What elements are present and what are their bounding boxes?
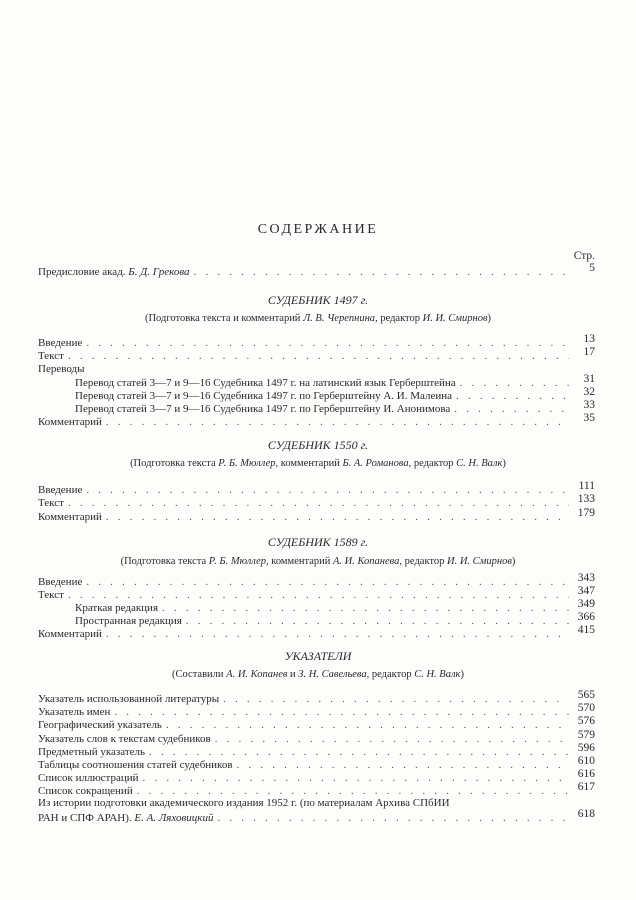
- page-number: 565: [577, 689, 595, 701]
- author-name: Б. Д. Грекова: [128, 266, 190, 278]
- page-number: 579: [577, 729, 595, 741]
- author-name: А. И. Копанева: [332, 556, 400, 567]
- subtitle-text: ): [487, 313, 492, 324]
- entry-label: [38, 719, 162, 731]
- dot-leader: [106, 628, 569, 640]
- toc-entry[interactable]: [38, 414, 595, 428]
- page-number: 347: [577, 585, 595, 597]
- entry-label: [38, 812, 213, 824]
- toc-entry[interactable]: [75, 613, 595, 627]
- dot-leader: [137, 785, 569, 797]
- page-number: 5: [589, 262, 595, 274]
- entry-label: [38, 497, 64, 509]
- entry-label: [38, 589, 64, 601]
- entry-label: [38, 511, 102, 523]
- toc-entry[interactable]: [75, 388, 595, 402]
- author-name: З. Н. Савельева: [298, 669, 367, 680]
- subtitle-text: (Подготовка текста: [120, 556, 209, 567]
- page-column-label: Стр.: [573, 250, 595, 262]
- entry-text: РАН и СПФ АРАН).: [38, 812, 135, 824]
- dot-leader: [194, 266, 569, 278]
- page-number: 133: [577, 493, 595, 505]
- author-name: С. Н. Валк: [456, 458, 503, 469]
- subtitle-text: , редактор: [366, 669, 415, 680]
- entry-text: Указатель имен: [38, 706, 111, 718]
- entry-label: [38, 628, 102, 640]
- page-number: 366: [577, 611, 595, 623]
- page-number: 576: [577, 715, 595, 727]
- toc-entry-line[interactable]: Из истории подготовки академического издания 1952 г. (по материалам Архива СПбИИ: [38, 797, 450, 809]
- author-name: Л. В. Черепнина: [303, 313, 376, 324]
- section-heading: УКАЗАТЕЛИ: [284, 649, 352, 663]
- subtitle-text: ): [511, 556, 516, 567]
- entry-text: Предисловие акад.: [38, 266, 129, 278]
- entry-text: Текст: [38, 589, 64, 601]
- author-name: Р. Б. Мюллер: [208, 556, 267, 567]
- toc-entry[interactable]: [38, 348, 595, 362]
- page-number: 610: [577, 755, 595, 767]
- dot-leader: [106, 511, 569, 523]
- subtitle-text: ): [460, 669, 464, 680]
- dot-leader: [166, 719, 569, 731]
- entry-label: [38, 416, 102, 428]
- page-number: 618: [577, 808, 595, 820]
- page-number: 570: [577, 702, 595, 714]
- toc-entry[interactable]: [38, 731, 595, 745]
- section-subtitle: [0, 556, 636, 567]
- entry-text: Перевод статей 3—7 и 9—16 Судебника 1497 г. на латинский язык Герберштейна: [75, 377, 456, 389]
- entry-text: Указатель слов к текстам судебников: [38, 733, 211, 745]
- toc-entry[interactable]: [38, 704, 595, 718]
- page-number: 17: [583, 346, 595, 358]
- entry-text: Список иллюстраций: [38, 772, 139, 784]
- author-name: Б. А. Романова: [342, 458, 409, 469]
- section-heading: СУДЕБНИК 1497 г.: [267, 293, 369, 307]
- dot-leader: [217, 812, 569, 824]
- toc-entry[interactable]: [38, 587, 595, 601]
- toc-entry[interactable]: [38, 770, 595, 784]
- toc-entry[interactable]: [38, 626, 595, 640]
- entry-text: Введение: [38, 576, 83, 588]
- entry-text: Географический указатель: [38, 719, 162, 731]
- toc-entry[interactable]: [38, 691, 595, 705]
- entry-text: Перевод статей 3—7 и 9—16 Судебника 1497 г. по Герберштейну А. И. Малеина: [75, 390, 453, 402]
- page-number: 596: [577, 742, 595, 754]
- toc-entry[interactable]: [75, 375, 595, 389]
- subtitle-text: (Составили: [172, 669, 227, 680]
- page-number: 33: [583, 399, 595, 411]
- section-heading: СУДЕБНИК 1550 г.: [267, 438, 369, 452]
- toc-entry[interactable]: [75, 600, 595, 614]
- toc-entry[interactable]: [38, 361, 595, 375]
- page-number: 31: [583, 373, 595, 385]
- page-number: 415: [577, 624, 595, 636]
- author-name: И. И. Смирнов: [422, 313, 488, 324]
- toc-entry[interactable]: [75, 401, 595, 415]
- entry-text: Краткая редакция: [75, 602, 159, 614]
- entry-label: [38, 363, 85, 375]
- subtitle-text: ): [502, 458, 506, 469]
- entry-text: Комментарий: [38, 628, 102, 640]
- subtitle-text: , комментарий: [266, 556, 333, 567]
- section-subtitle: [0, 313, 636, 324]
- toc-entry[interactable]: [38, 335, 595, 349]
- author-name: Е. А. Ляховицкий: [134, 812, 214, 824]
- author-name: Р. Б. Мюллер: [218, 458, 276, 469]
- subtitle-text: , редактор: [408, 458, 457, 469]
- entry-text: Пространная редакция: [75, 615, 182, 627]
- section-subtitle: [0, 669, 636, 680]
- subtitle-text: , редактор: [399, 556, 447, 567]
- entry-text: Перевод статей 3—7 и 9—16 Судебника 1497 г. по Герберштейну И. Анонимова: [75, 403, 451, 415]
- entry-text: Список сокращений: [38, 785, 133, 797]
- entry-text: Таблицы соотношения статей судебников: [38, 759, 233, 771]
- entry-text: Переводы: [38, 363, 85, 375]
- toc-entry[interactable]: [38, 744, 595, 758]
- subtitle-text: (Подготовка текста и комментарий: [144, 313, 304, 324]
- entry-text: Указатель использованной литературы: [38, 693, 220, 705]
- author-name: А. И. Копанев: [226, 669, 288, 680]
- page-number: 617: [577, 781, 595, 793]
- toc-entry[interactable]: [38, 495, 595, 509]
- page-number: 616: [577, 768, 595, 780]
- entry-text: Введение: [38, 337, 83, 349]
- page-number: 179: [577, 507, 595, 519]
- author-name: С. Н. Валк: [414, 669, 461, 680]
- toc-entry[interactable]: [38, 574, 595, 588]
- page-number: 32: [583, 386, 595, 398]
- author-name: И. И. Смирнов: [447, 556, 512, 567]
- entry-text: Текст: [38, 497, 64, 509]
- entry-text: Комментарий: [38, 511, 102, 523]
- dot-leader: [106, 416, 569, 428]
- page-number: 349: [577, 598, 595, 610]
- entry-text: Текст: [38, 350, 64, 362]
- toc-entry[interactable]: [38, 264, 595, 278]
- page-title: СОДЕРЖАНИЕ: [257, 222, 379, 237]
- toc-entry[interactable]: [38, 757, 595, 771]
- page-number: 35: [583, 412, 595, 424]
- subtitle-text: и: [287, 669, 299, 680]
- toc-entry[interactable]: [38, 717, 595, 731]
- entry-text: Предметный указатель: [38, 746, 146, 758]
- entry-text: Введение: [38, 484, 83, 496]
- toc-entry[interactable]: [38, 482, 595, 496]
- toc-entry[interactable]: [38, 810, 595, 824]
- toc-entry[interactable]: [38, 783, 595, 797]
- page-number: 343: [577, 572, 595, 584]
- subtitle-text: (Подготовка текста: [130, 458, 219, 469]
- page-number: 111: [578, 480, 595, 492]
- section-subtitle: [0, 458, 636, 469]
- entry-label: [38, 785, 133, 797]
- entry-text: Комментарий: [38, 416, 102, 428]
- dot-leader: [68, 497, 569, 509]
- subtitle-text: , редактор: [375, 313, 423, 324]
- subtitle-text: , комментарий: [275, 458, 343, 469]
- entry-label: [38, 266, 190, 278]
- section-heading: СУДЕБНИК 1589 г.: [267, 535, 369, 549]
- toc-entry[interactable]: [38, 509, 595, 523]
- page-number: 13: [583, 333, 595, 345]
